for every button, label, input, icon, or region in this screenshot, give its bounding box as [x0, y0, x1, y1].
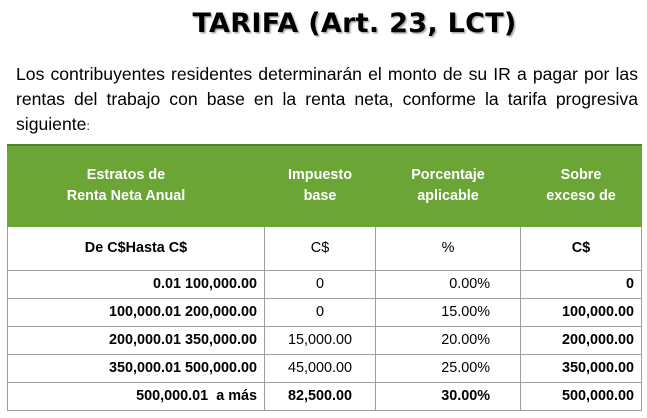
- header-sobre: [521, 145, 642, 226]
- porcentaje-cell: 25.00%: [376, 354, 521, 382]
- estrato-desde: 350,000.01: [108, 360, 181, 376]
- sobre-cell: 500,000.00: [521, 382, 642, 410]
- intro-paragraph: [16, 62, 638, 139]
- impuesto-cell: 45,000.00: [265, 354, 376, 382]
- estrato-desde: 0.01: [152, 276, 181, 292]
- estrato-cell: [8, 354, 265, 382]
- page-title: TARIFA (Art. 23, LCT): [192, 8, 517, 39]
- estrato-hasta: 200,000.00: [184, 304, 257, 320]
- estrato-cell: [8, 298, 265, 326]
- subheader-impuesto: C$: [265, 226, 376, 270]
- intro-colon: :: [86, 119, 90, 133]
- table-row: [8, 270, 642, 298]
- porcentaje-cell: 20.00%: [376, 326, 521, 354]
- sobre-cell: 100,000.00: [521, 298, 642, 326]
- porcentaje-cell: 15.00%: [376, 298, 521, 326]
- table-subheader-row: [8, 226, 642, 270]
- sobre-cell: 200,000.00: [521, 326, 642, 354]
- estrato-cell: [8, 326, 265, 354]
- sobre-cell: 0: [521, 270, 642, 298]
- estrato-hasta: 100,000.00: [184, 276, 257, 292]
- header-sobre-line2: exceso de: [546, 187, 616, 204]
- header-porcentaje: [376, 145, 521, 226]
- header-estratos-line1: Estratos de: [86, 166, 166, 183]
- table-row: [8, 354, 642, 382]
- estrato-hasta: 350,000.00: [184, 332, 257, 348]
- subheader-estratos: De C$Hasta C$: [8, 226, 265, 270]
- header-impuesto: [265, 145, 376, 226]
- header-porcentaje-line2: aplicable: [417, 187, 479, 204]
- header-impuesto-line2: base: [303, 187, 337, 204]
- header-impuesto-line1: Impuesto: [288, 166, 352, 183]
- intro-text: Los contribuyentes residentes determinarán el monto de su IR a pagar por las rentas del trabajo con base en la renta neta, conforme la tarifa progresiva siguiente: [16, 64, 638, 134]
- estrato-hasta: a más: [216, 388, 257, 404]
- impuesto-cell: 82,500.00: [265, 382, 376, 410]
- estrato-cell: [8, 382, 265, 410]
- table-row: [8, 298, 642, 326]
- sobre-cell: 350,000.00: [521, 354, 642, 382]
- table-row: [8, 326, 642, 354]
- subheader-sobre: C$: [521, 226, 642, 270]
- impuesto-cell: 15,000.00: [265, 326, 376, 354]
- estrato-desde: 200,000.01: [108, 332, 181, 348]
- impuesto-cell: 0: [265, 298, 376, 326]
- estrato-hasta: 500,000.00: [184, 360, 257, 376]
- header-porcentaje-line1: Porcentaje: [411, 166, 485, 183]
- tarifa-table: [7, 144, 642, 411]
- porcentaje-cell: 0.00%: [376, 270, 521, 298]
- header-sobre-line1: Sobre: [560, 166, 602, 183]
- estrato-desde: 500,000.01: [136, 388, 209, 404]
- table-row: [8, 382, 642, 410]
- estrato-cell: [8, 270, 265, 298]
- header-estratos-line2: Renta Neta Anual: [66, 187, 186, 204]
- header-estratos: [8, 145, 265, 226]
- subheader-porcentaje: %: [376, 226, 521, 270]
- porcentaje-cell: 30.00%: [376, 382, 521, 410]
- impuesto-cell: 0: [265, 270, 376, 298]
- estrato-desde: 100,000.01: [108, 304, 181, 320]
- table-header-row: [8, 145, 642, 226]
